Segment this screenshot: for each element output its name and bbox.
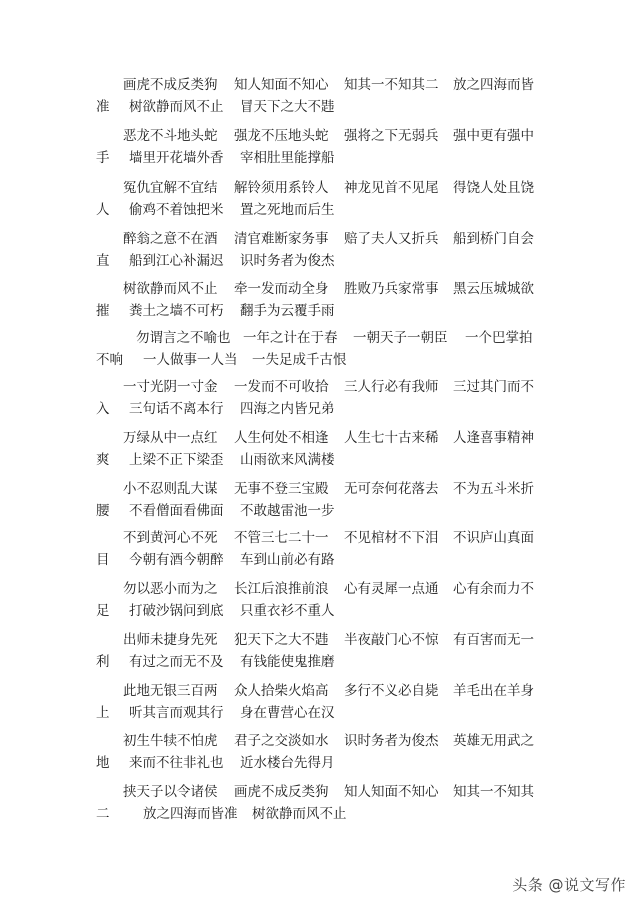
idiom: 打破沙锅问到底 (129, 603, 224, 619)
idiom: 不为五斗米折 (453, 481, 534, 497)
idiom-tail: 地 (96, 755, 110, 771)
idiom: 一个巴掌拍 (465, 330, 533, 346)
idiom: 冒天下之大不韪 (240, 99, 335, 115)
idiom: 一朝天子一朝臣 (353, 330, 448, 346)
idiom-block-4 (0, 229, 640, 279)
idiom: 人生七十古来稀 (344, 430, 439, 446)
idiom-tail: 人 (96, 202, 110, 218)
idiom: 半夜敲门心不惊 (344, 632, 439, 648)
idiom: 一发而不可收拾 (234, 379, 329, 395)
idiom: 长江后浪推前浪 (234, 581, 329, 597)
idiom-block-9 (0, 479, 640, 529)
idiom: 有钱能使鬼推磨 (240, 654, 335, 670)
idiom: 树欲静而风不止 (252, 806, 347, 822)
idiom: 知其一不知其二 (344, 77, 439, 93)
idiom: 犯天下之大不韪 (234, 632, 329, 648)
idiom: 画虎不成反类狗 (234, 784, 329, 800)
idiom: 只重衣衫不重人 (240, 603, 335, 619)
idiom-tail: 不响 (96, 352, 123, 368)
idiom: 墙里开花墙外香 (129, 150, 224, 166)
idiom: 三句话不离本行 (129, 401, 224, 417)
idiom-tail: 腰 (96, 503, 110, 519)
idiom: 神龙见首不见尾 (344, 180, 439, 196)
idiom-block-13 (0, 681, 640, 731)
idiom-block-2 (0, 126, 640, 176)
idiom-tail: 摧 (96, 303, 110, 319)
idiom: 不看僧面看佛面 (129, 503, 224, 519)
idiom-tail: 直 (96, 253, 110, 269)
idiom-tail: 足 (96, 603, 110, 619)
idiom-block-3 (0, 178, 640, 228)
idiom: 此地无银三百两 (123, 683, 218, 699)
idiom: 知人知面不知心 (234, 77, 329, 93)
idiom: 强龙不压地头蛇 (234, 128, 329, 144)
idiom: 画虎不成反类狗 (123, 77, 218, 93)
idiom: 识时务者为俊杰 (344, 733, 439, 749)
idiom: 上梁不正下梁歪 (129, 452, 224, 468)
idiom: 不到黄河心不死 (123, 530, 218, 546)
idiom: 万绿从中一点红 (123, 430, 218, 446)
idiom: 心有余而力不 (453, 581, 534, 597)
idiom: 勿以恶小而为之 (123, 581, 218, 597)
idiom-block-12 (0, 630, 640, 680)
idiom-block-11 (0, 579, 640, 629)
idiom: 羊毛出在羊身 (453, 683, 534, 699)
idiom: 不识庐山真面 (453, 530, 534, 546)
idiom-block-10 (0, 528, 640, 578)
idiom: 三人行必有我师 (344, 379, 439, 395)
idiom: 一失足成千古恨 (252, 352, 347, 368)
idiom: 冤仇宜解不宜结 (123, 180, 218, 196)
idiom: 粪土之墙不可朽 (129, 303, 224, 319)
idiom: 来而不往非礼也 (129, 755, 224, 771)
idiom: 强中更有强中 (453, 128, 534, 144)
idiom: 英雄无用武之 (453, 733, 534, 749)
idiom: 今朝有酒今朝醉 (129, 552, 224, 568)
idiom: 船到桥门自会 (453, 231, 534, 247)
idiom: 宰相肚里能撑船 (240, 150, 335, 166)
idiom: 树欲静而风不止 (123, 281, 218, 297)
idiom: 出师未捷身先死 (123, 632, 218, 648)
idiom: 君子之交淡如水 (234, 733, 329, 749)
idiom-block-5 (0, 279, 640, 329)
idiom: 众人拾柴火焰高 (234, 683, 329, 699)
idiom: 醉翁之意不在酒 (123, 231, 218, 247)
idiom-block-7 (0, 377, 640, 427)
idiom-tail: 爽 (96, 452, 110, 468)
idiom: 勿谓言之不喻也 (136, 330, 231, 346)
idiom-tail: 上 (96, 705, 110, 721)
idiom: 一寸光阴一寸金 (123, 379, 218, 395)
idiom: 清官难断家务事 (234, 231, 329, 247)
idiom: 牵一发而动全身 (234, 281, 329, 297)
idiom: 山雨欲来风满楼 (240, 452, 335, 468)
idiom: 置之死地而后生 (240, 202, 335, 218)
idiom: 恶龙不斗地头蛇 (123, 128, 218, 144)
idiom: 知其一不知其 (453, 784, 534, 800)
idiom-block-14 (0, 731, 640, 781)
idiom: 人逢喜事精神 (453, 430, 534, 446)
idiom: 近水楼台先得月 (240, 755, 335, 771)
idiom: 解铃须用系铃人 (234, 180, 329, 196)
idiom: 一人做事一人当 (143, 352, 238, 368)
idiom: 不敢越雷池一步 (240, 503, 335, 519)
idiom: 知人知面不知心 (344, 784, 439, 800)
idiom-block-15 (0, 782, 640, 832)
idiom-tail: 准 (96, 99, 110, 115)
idiom: 心有灵犀一点通 (344, 581, 439, 597)
idiom: 三过其门而不 (453, 379, 534, 395)
idiom-tail: 利 (96, 654, 110, 670)
idiom: 人生何处不相逢 (234, 430, 329, 446)
idiom: 四海之内皆兄弟 (240, 401, 335, 417)
idiom: 有百害而无一 (453, 632, 534, 648)
idiom: 多行不义必自毙 (344, 683, 439, 699)
idiom: 不管三七二十一 (234, 530, 329, 546)
idiom: 一年之计在于春 (243, 330, 338, 346)
idiom: 不见棺材不下泪 (344, 530, 439, 546)
idiom: 胜败乃兵家常事 (344, 281, 439, 297)
idiom: 强将之下无弱兵 (344, 128, 439, 144)
idiom: 船到江心补漏迟 (129, 253, 224, 269)
idiom-tail: 入 (96, 401, 110, 417)
idiom: 识时务者为俊杰 (240, 253, 335, 269)
idiom-block-1 (0, 75, 640, 125)
idiom: 翻手为云覆手雨 (240, 303, 335, 319)
idiom: 初生牛犊不怕虎 (123, 733, 218, 749)
idiom: 身在曹营心在汉 (240, 705, 335, 721)
idiom-block-6 (0, 328, 640, 378)
idiom: 偷鸡不着蚀把米 (129, 202, 224, 218)
idiom: 黑云压城城欲 (453, 281, 534, 297)
idiom: 无事不登三宝殿 (234, 481, 329, 497)
idiom: 听其言而观其行 (129, 705, 224, 721)
source-watermark: 头条 @说文写作 (512, 876, 626, 894)
idiom: 小不忍则乱大谋 (123, 481, 218, 497)
idiom-tail: 二 (96, 806, 110, 822)
idiom: 树欲静而风不止 (129, 99, 224, 115)
idiom: 放之四海而皆准 (143, 806, 238, 822)
idiom: 赔了夫人又折兵 (344, 231, 439, 247)
idiom: 车到山前必有路 (240, 552, 335, 568)
idiom-tail: 手 (96, 150, 110, 166)
idiom: 无可奈何花落去 (344, 481, 439, 497)
idiom: 有过之而无不及 (129, 654, 224, 670)
idiom: 放之四海而皆 (453, 77, 534, 93)
idiom-block-8 (0, 428, 640, 478)
idiom: 得饶人处且饶 (453, 180, 534, 196)
idiom-tail: 目 (96, 552, 110, 568)
idiom: 挟天子以令诸侯 (123, 784, 218, 800)
